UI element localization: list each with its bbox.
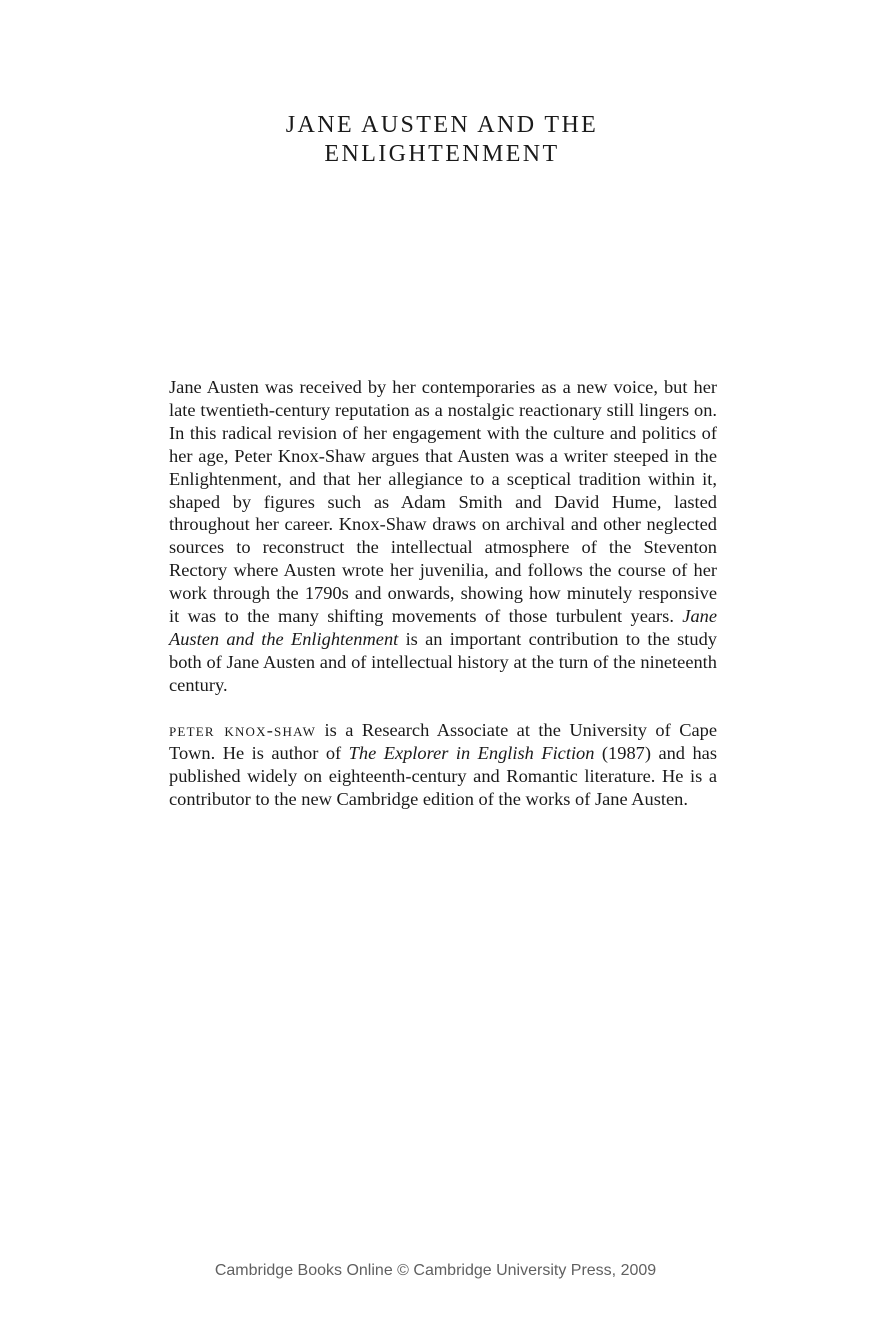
- author-bio: [169, 719, 717, 811]
- author-name: peter knox-shaw: [169, 720, 317, 740]
- description-book-title: Jane Austen and the Enlightenment: [169, 606, 717, 649]
- book-title-line-2: ENLIGHTENMENT: [324, 141, 560, 167]
- book-title-line-1: JANE AUSTEN AND THE: [285, 112, 599, 138]
- description-text-part-1: Jane Austen was received by her contemporaries as a new voice, but her late twentieth-century reputation as a nostalgic reactionary still lingers on. In this radical revision of her engagement with the culture and politics of her age, Peter Knox-Shaw argues that Austen was a writer steeped in the Enlightenment, and that her allegiance to a sceptical tradition within it, shaped by figures such as Adam Smith and David Hume, lasted throughout her career. Knox-Shaw draws on archival and other neglected sources to reconstruct the intellectual atmosphere of the Steventon Rectory where Austen wrote her juvenilia, and follows the course of her work through the 1790s and onwards, showing how minutely responsive it was to the many shifting movements of those turbulent years.: [169, 377, 717, 627]
- copyright-footer: Cambridge Books Online © Cambridge University Press, 2009: [214, 1262, 657, 1279]
- bio-book-title: The Explorer in English Fiction: [348, 742, 595, 763]
- bio-text-part-1: is a Research Associate at the University of Cape Town. He is author of: [169, 720, 717, 763]
- book-title: [0, 111, 871, 169]
- description-text-part-2: is an important contribution to the study both of Jane Austen and of intellectual history at the turn of the nineteenth century.: [169, 628, 718, 695]
- book-description: [169, 376, 717, 697]
- bio-text-part-2: (1987) and has published widely on eighteenth-century and Romantic literature. He is a contributor to the new Cambridge edition of the works of Jane Austen.: [169, 742, 717, 809]
